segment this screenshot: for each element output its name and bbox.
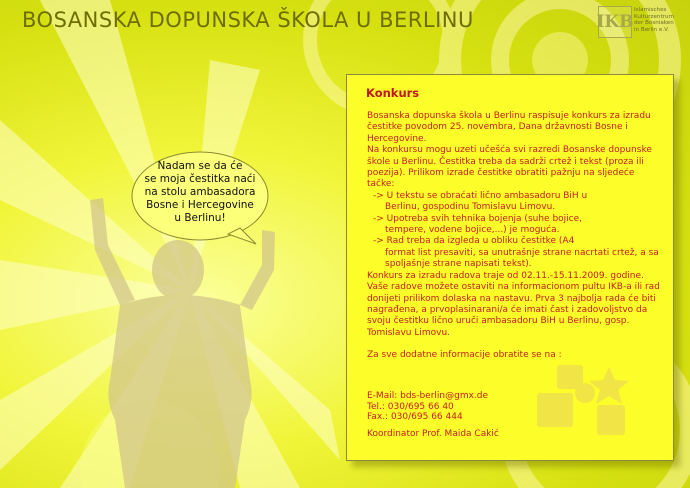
- bubble-line: se moja čestitka naći: [144, 173, 256, 185]
- point-line: format list presaviti, sa unutrašnje strane nacrtati crtež, a sa spoljašnje strane napisati tekst).: [385, 247, 659, 270]
- notice-paragraph: Konkurs za izradu radova traje od 02.11.-15.11.2009. godine. Vaše radove možete ostaviti na informacionom pultu IKB-a ili rad donijeti prilikom dolaska na nastavu. Prva 3 najbolja rada će biti nagrađena, a prvoplasinarani/a će imati čast i zadovoljstvo da svoju čestitku lično uruči ambasadoru BiH u Berlinu, gosp. Tomislavu Limovu.: [367, 270, 660, 338]
- notice-body: [367, 111, 663, 362]
- bubble-line: Bosne i Hercegovine: [146, 199, 254, 211]
- notice-point: [367, 214, 663, 237]
- contact-info: [367, 391, 607, 439]
- logo-line: Kulturzentrum: [634, 13, 674, 20]
- logo-line: Islamisches: [634, 7, 667, 13]
- speech-bubble-text: [134, 160, 266, 225]
- notice-title: Konkurs: [366, 86, 420, 100]
- notice-point: [367, 191, 663, 214]
- point-line: -> Rad treba da izgleda u obliku čestitke (A4: [373, 236, 575, 247]
- page-title: BOSANSKA DOPUNSKA ŠKOLA U BERLINU: [22, 8, 474, 32]
- bubble-line: u Berlinu!: [174, 212, 226, 224]
- logo-line: in Berlin e.V.: [634, 26, 669, 33]
- ikb-logo: [598, 4, 686, 38]
- contact-tel: Tel.: 030/695 66 40: [367, 401, 454, 412]
- bubble-line: na stolu ambasadora: [144, 186, 256, 198]
- contact-coordinator: Koordinator Prof. Maida Cakić: [367, 428, 499, 439]
- notice-info: Za sve dodatne informacije obratite se na :: [367, 350, 562, 361]
- contact-fax: Fax.: 030/695 66 444: [367, 412, 463, 423]
- contact-email[interactable]: E-Mail: bds-berlin@gmx.de: [367, 391, 489, 401]
- notice-intro: Bosanska dopunska škola u Berlinu raspisuje konkurs za izradu čestitke povodom 25. novembra, Dana državnosti Bosne i Hercegovine.: [367, 111, 651, 144]
- notice-paragraph: Na konkursu mogu uzeti učešća svi razredi Bosanske dopunske škole u Berlinu. Čestitka treba da sadrži crtež i tekst (proza ili poezija). Prilikom izrade čestitke obratiti pažnju na sljedeće tačke:: [367, 145, 652, 190]
- point-line: -> Upotreba svih tehnika bojenja (suhe bojice,: [373, 213, 583, 224]
- point-line: Berlinu, gospodinu Tomislavu Limovu.: [385, 202, 556, 213]
- bubble-line: Nadam se da će: [157, 160, 243, 172]
- notice-point: [367, 236, 663, 270]
- point-line: -> U tekstu se obraćati lično ambasadoru BiH u: [373, 190, 588, 201]
- point-line: tempere, vodene bojice,...) je moguća.: [385, 225, 560, 236]
- logo-line: der Bosniaken: [634, 20, 674, 27]
- logo-mark: IKB: [598, 6, 632, 38]
- logo-text: [634, 7, 690, 33]
